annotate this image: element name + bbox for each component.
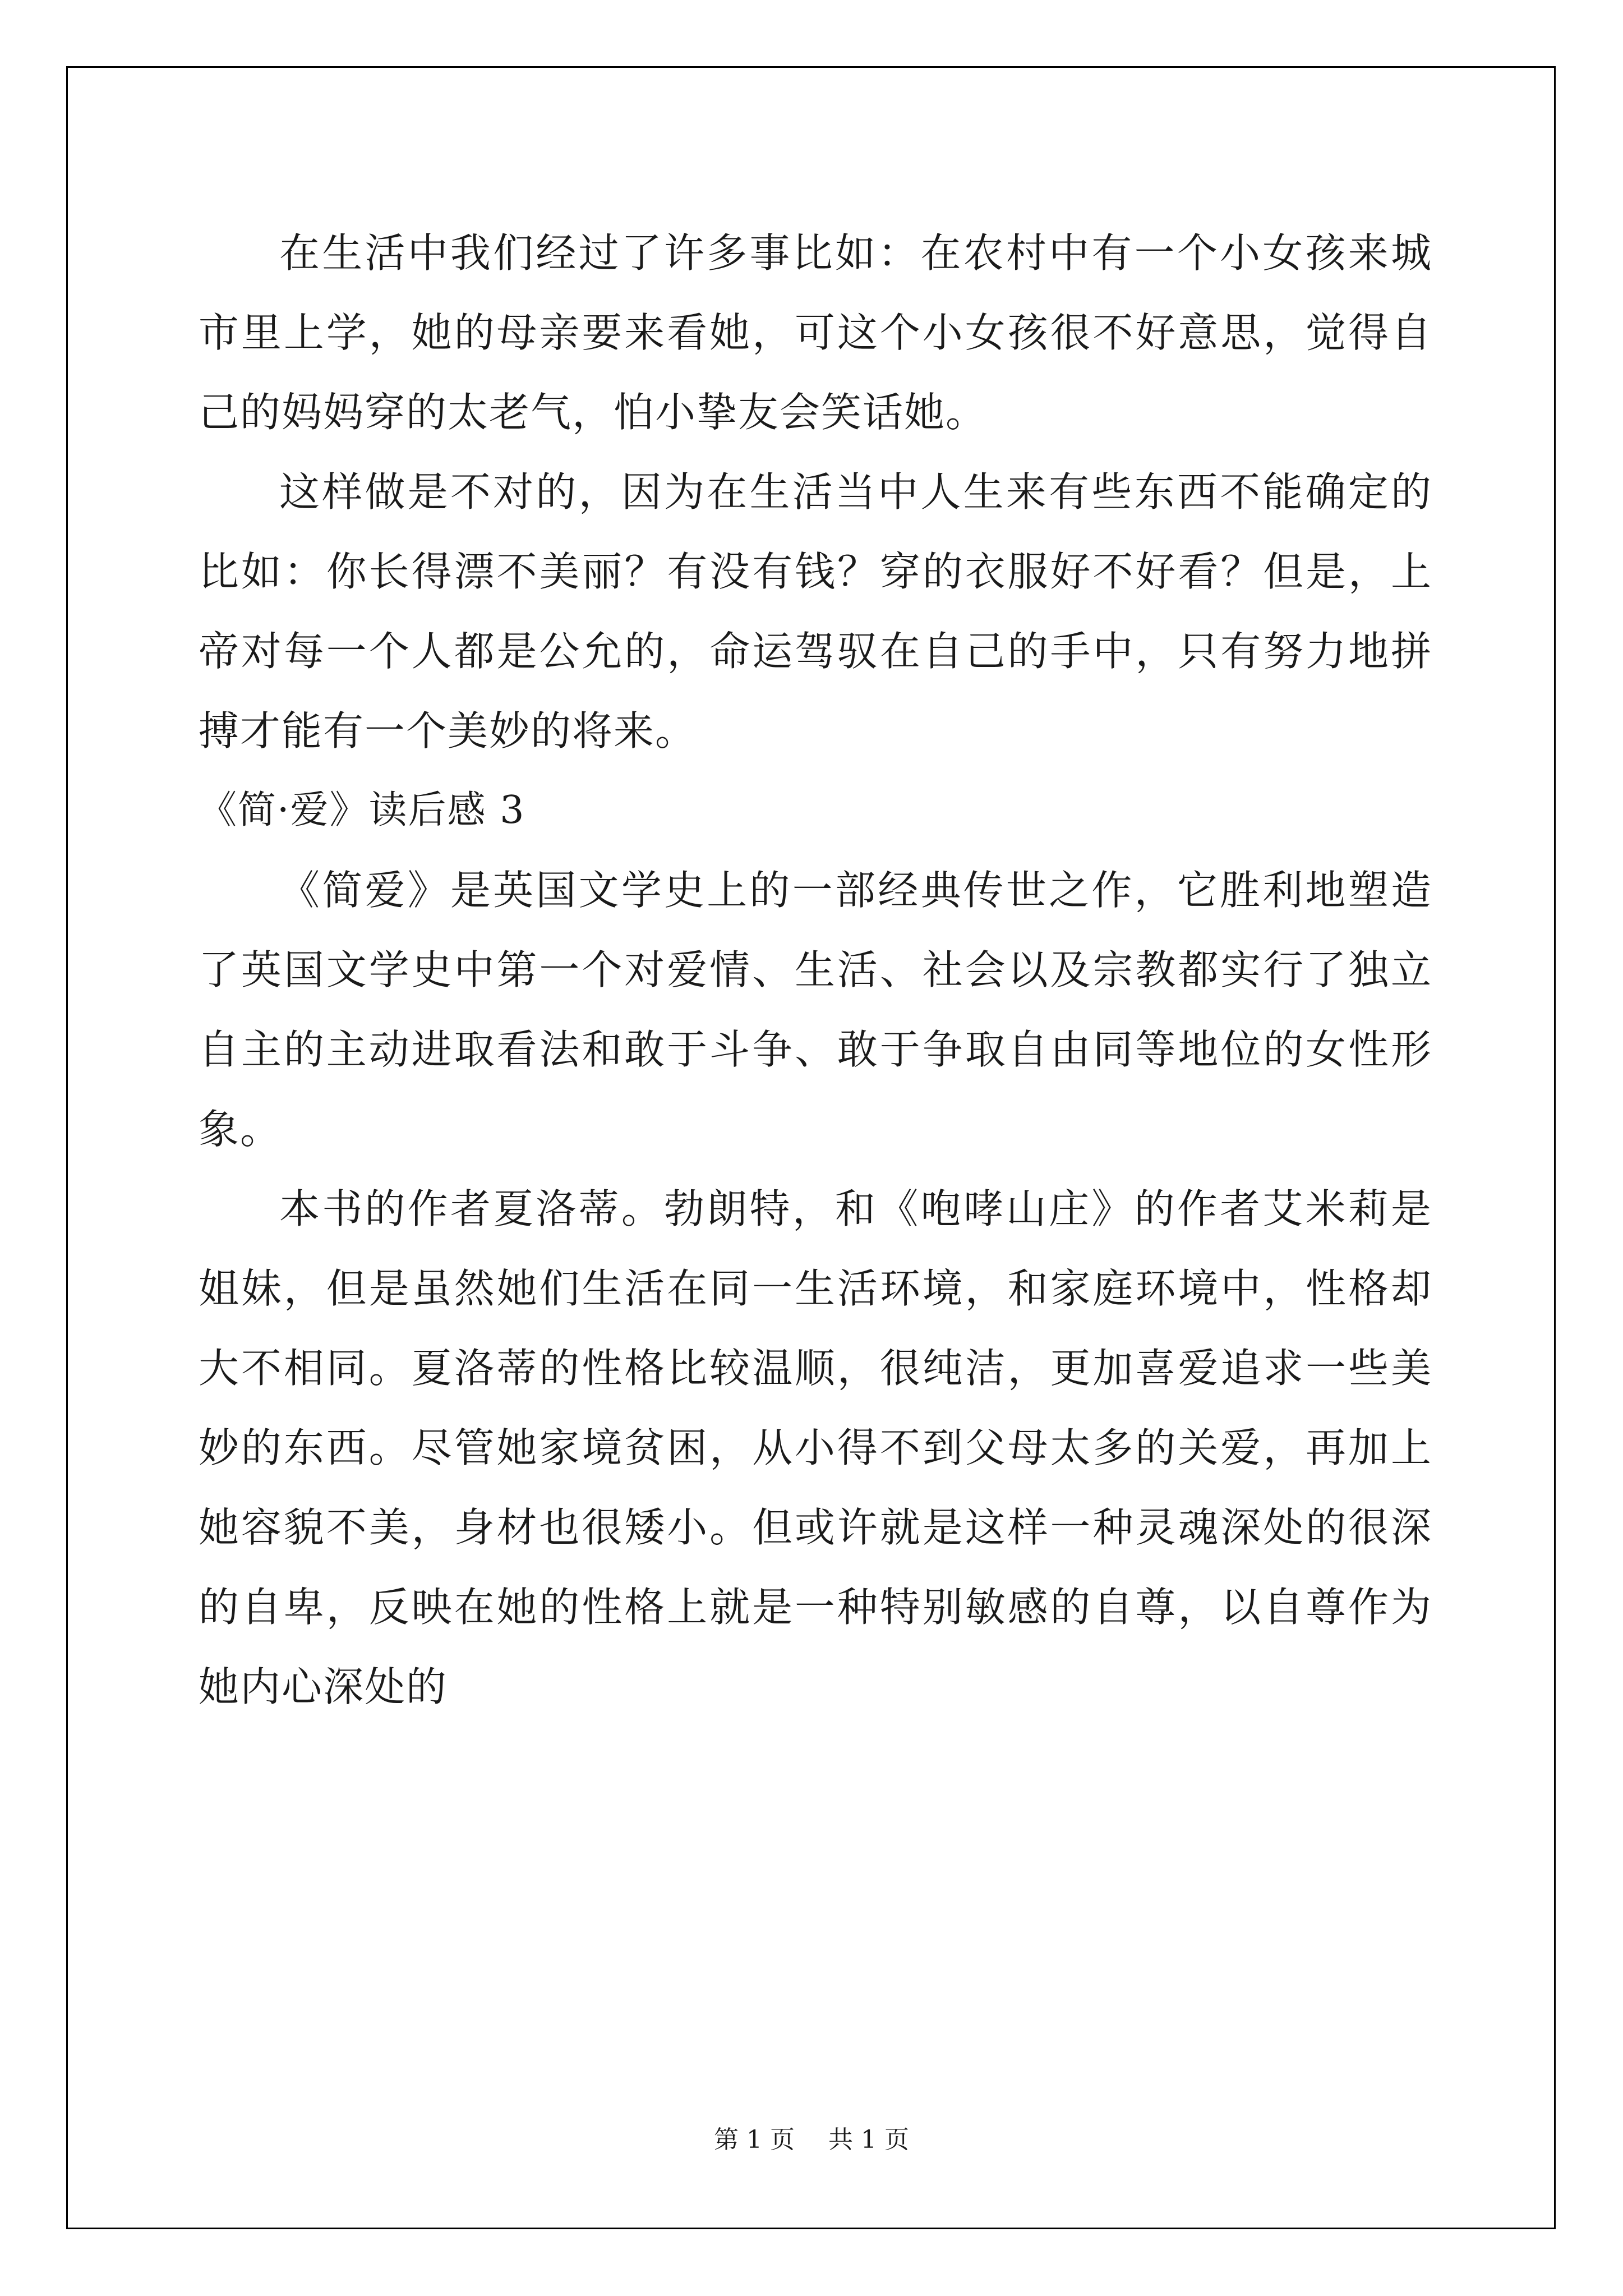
document-body [199, 213, 1432, 1727]
paragraph: 这样做是不对的，因为在生活当中人生来有些东西不能确定的比如：你长得漂不美丽？有没有钱？穿的衣服好不好看？但是，上帝对每一个人都是公允的，命运驾驭在自己的手中，只有努力地拼搏才能有一个美妙的将来。 [199, 468, 1432, 754]
paragraph: 《简爱》是英国文学史上的一部经典传世之作，它胜利地塑造了英国文学史中第一个对爱情、生活、社会以及宗教都实行了独立自主的主动进取看法和敢于斗争、敢于争取自由同等地位的女性形象。 [199, 867, 1432, 1153]
section-heading: 《简·爱》读后感 3 [199, 788, 525, 832]
page-total: 共 1 页 [828, 2125, 909, 2154]
page-number: 第 1 页 [714, 2125, 795, 2154]
paragraph: 本书的作者夏洛蒂。勃朗特，和《咆哮山庄》的作者艾米莉是姐妹，但是虽然她们生活在同一生活环境，和家庭环境中，性格却大不相同。夏洛蒂的性格比较温顺，很纯洁，更加喜爱追求一些美妙的东西。尽管她家境贫困，从小得不到父母太多的关爱，再加上她容貌不美，身材也很矮小。但或许就是这样一种灵魂深处的很深的自卑，反映在她的性格上就是一种特别敏感的自尊，以自尊作为她内心深处的 [199, 1185, 1432, 1710]
paragraph: 在生活中我们经过了许多事比如：在农村中有一个小女孩来城市里上学，她的母亲要来看她，可这个小女孩很不好意思，觉得自己的妈妈穿的太老气，怕小挚友会笑话她。 [199, 229, 1432, 436]
page-footer [0, 2123, 1623, 2157]
